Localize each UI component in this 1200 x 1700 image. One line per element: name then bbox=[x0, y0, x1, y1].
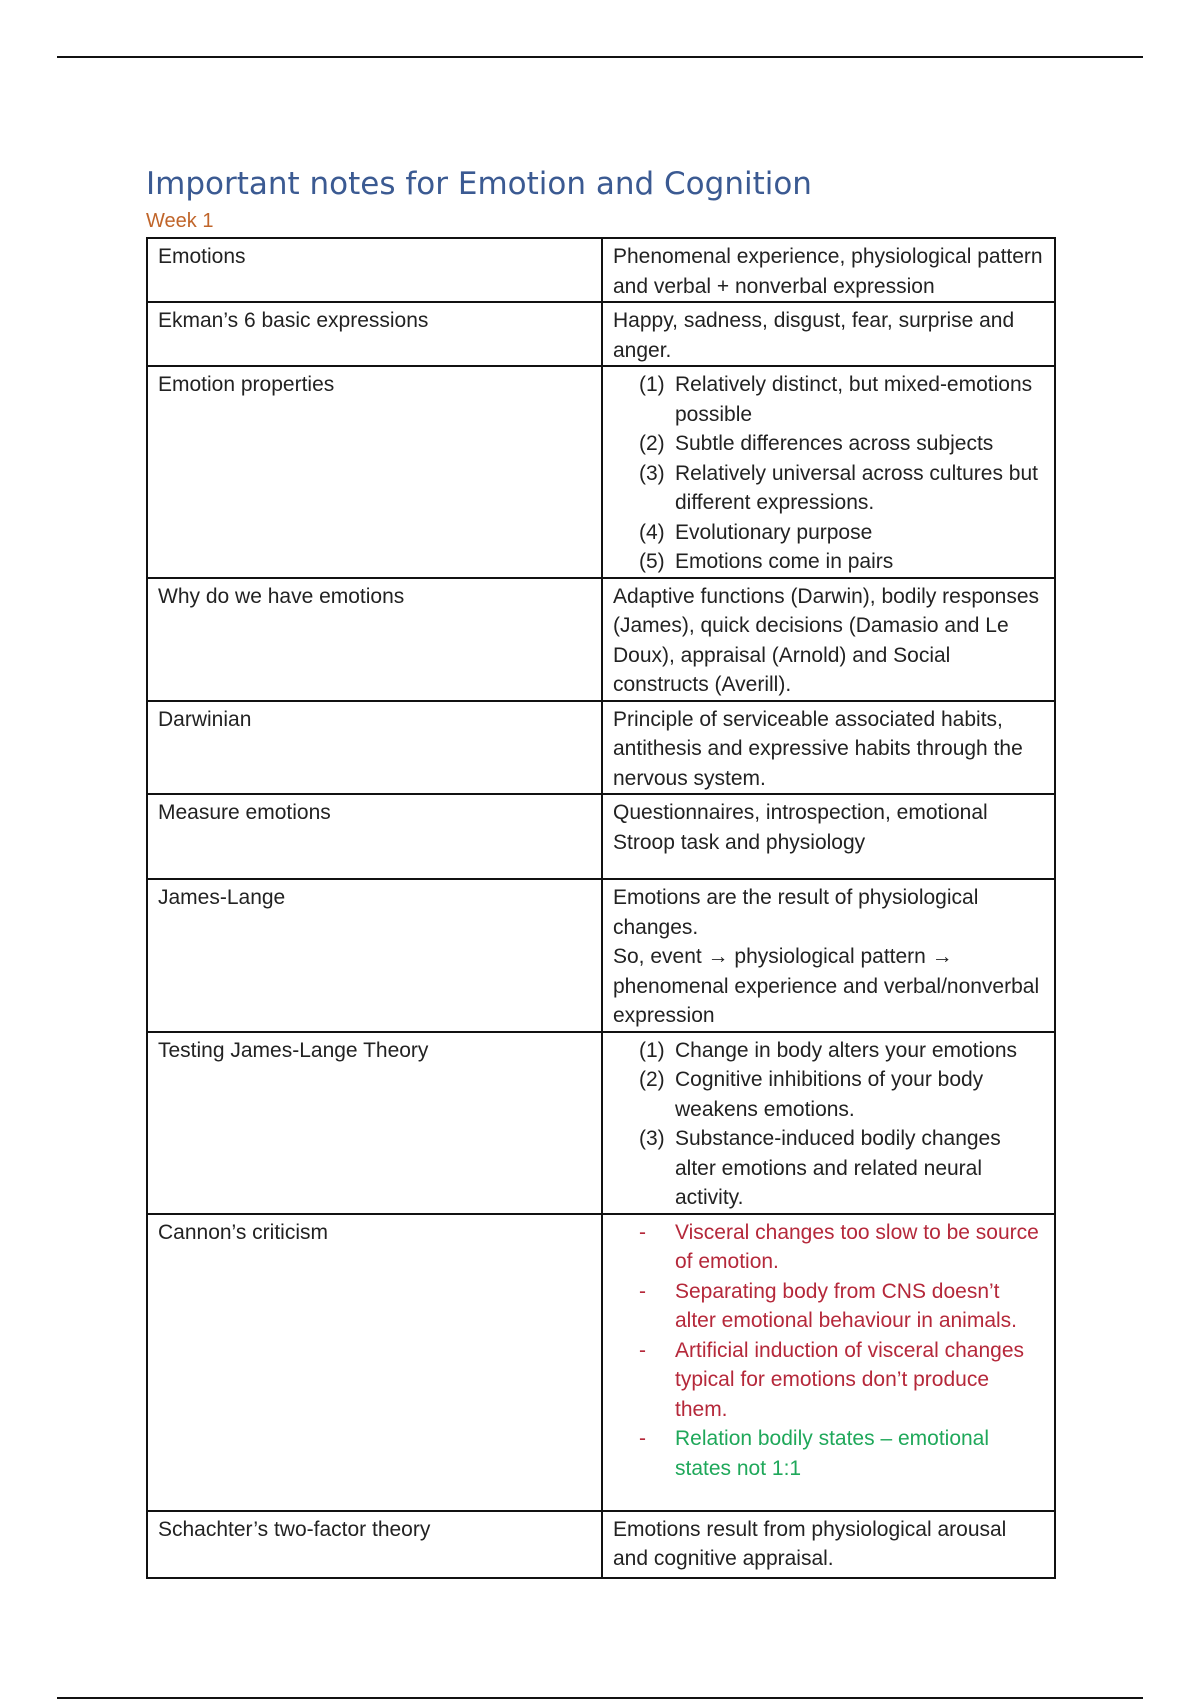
term-cell: James-Lange bbox=[147, 879, 602, 1032]
list-marker: (1) bbox=[639, 1038, 665, 1062]
list-item bbox=[613, 370, 1044, 429]
term-cell: Ekman’s 6 basic expressions bbox=[147, 302, 602, 366]
list-text: Visceral changes too slow to be source of emotion. bbox=[675, 1220, 1039, 1273]
list-item bbox=[613, 518, 1044, 548]
list-item bbox=[613, 1336, 1044, 1425]
definition-cell: Emotions result from physiological arousal and cognitive appraisal. bbox=[602, 1511, 1055, 1578]
table-row bbox=[147, 578, 1055, 701]
list-marker: (3) bbox=[639, 461, 665, 485]
notes-table bbox=[146, 237, 1056, 1579]
table-row bbox=[147, 1511, 1055, 1578]
list-item bbox=[613, 1218, 1044, 1277]
term-cell: Emotion properties bbox=[147, 366, 602, 578]
definition-cell: Questionnaires, introspection, emotional Stroop task and physiology bbox=[602, 794, 1055, 879]
table-row bbox=[147, 701, 1055, 795]
list-text: Artificial induction of visceral changes typical for emotions don’t produce them. bbox=[675, 1338, 1025, 1421]
header-rule bbox=[57, 56, 1143, 58]
term-cell: Cannon’s criticism bbox=[147, 1214, 602, 1511]
table-row bbox=[147, 302, 1055, 366]
definition-cell: Principle of serviceable associated habits, antithesis and expressive habits through the nervous system. bbox=[602, 701, 1055, 795]
definition-cell bbox=[602, 879, 1055, 1032]
section-heading: Week 1 bbox=[146, 210, 214, 232]
table-row bbox=[147, 794, 1055, 879]
list-item bbox=[613, 1036, 1044, 1066]
list-text: Change in body alters your emotions bbox=[675, 1038, 1018, 1062]
term-cell: Emotions bbox=[147, 238, 602, 302]
list-item bbox=[613, 1065, 1044, 1124]
table-row bbox=[147, 238, 1055, 302]
list-marker: - bbox=[639, 1279, 646, 1303]
list-item bbox=[613, 1277, 1044, 1336]
table-row bbox=[147, 1032, 1055, 1214]
table-row bbox=[147, 879, 1055, 1032]
list-item bbox=[613, 1424, 1044, 1483]
list-marker: - bbox=[639, 1427, 646, 1450]
list-text: Subtle differences across subjects bbox=[675, 432, 994, 455]
term-cell: Why do we have emotions bbox=[147, 578, 602, 701]
list-marker: (5) bbox=[639, 550, 665, 573]
list-marker: (4) bbox=[639, 520, 665, 544]
definition-cell bbox=[602, 1214, 1055, 1511]
list-text: Substance-induced bodily changes alter emotions and related neural activity. bbox=[675, 1127, 1001, 1209]
list-marker: - bbox=[639, 1338, 646, 1362]
list-marker: - bbox=[639, 1220, 646, 1244]
definition-cell: Phenomenal experience, physiological pattern and verbal + nonverbal expression bbox=[602, 238, 1055, 302]
term-cell: Darwinian bbox=[147, 701, 602, 795]
definition-line: Emotions are the result of physiological changes. bbox=[613, 886, 979, 939]
page-title: Important notes for Emotion and Cognition bbox=[146, 166, 812, 202]
list-item bbox=[613, 429, 1044, 459]
list-text: Separating body from CNS doesn’t alter emotional behaviour in animals. bbox=[675, 1279, 1018, 1332]
term-cell: Schachter’s two-factor theory bbox=[147, 1511, 602, 1578]
table-row bbox=[147, 366, 1055, 578]
list-marker: (3) bbox=[639, 1127, 665, 1150]
list-text: Evolutionary purpose bbox=[675, 520, 873, 544]
list-text: Emotions come in pairs bbox=[675, 550, 894, 573]
definition-cell bbox=[602, 1032, 1055, 1214]
definition-cell: Happy, sadness, disgust, fear, surprise and anger. bbox=[602, 302, 1055, 366]
list-item bbox=[613, 459, 1044, 518]
definition-cell: Adaptive functions (Darwin), bodily responses (James), quick decisions (Damasio and Le Doux), appraisal (Arnold) and Social constructs (Averill). bbox=[602, 578, 1055, 701]
list-text: Relatively distinct, but mixed-emotions possible bbox=[675, 373, 1033, 426]
definition-cell bbox=[602, 366, 1055, 578]
list-item bbox=[613, 547, 1044, 577]
list-text: Relation bodily states – emotional states not 1:1 bbox=[675, 1427, 990, 1480]
list-marker: (2) bbox=[639, 1068, 665, 1091]
table-row bbox=[147, 1214, 1055, 1511]
term-cell: Testing James-Lange Theory bbox=[147, 1032, 602, 1214]
footer-rule bbox=[57, 1697, 1143, 1699]
list-text: Relatively universal across cultures but different expressions. bbox=[675, 461, 1038, 514]
list-marker: (2) bbox=[639, 432, 665, 455]
list-text: Cognitive inhibitions of your body weakens emotions. bbox=[675, 1068, 984, 1121]
term-cell: Measure emotions bbox=[147, 794, 602, 879]
definition-line: So, event → physiological pattern → phenomenal experience and verbal/nonverbal expression bbox=[613, 945, 1040, 1027]
list-marker: (1) bbox=[639, 373, 665, 396]
list-item bbox=[613, 1124, 1044, 1213]
